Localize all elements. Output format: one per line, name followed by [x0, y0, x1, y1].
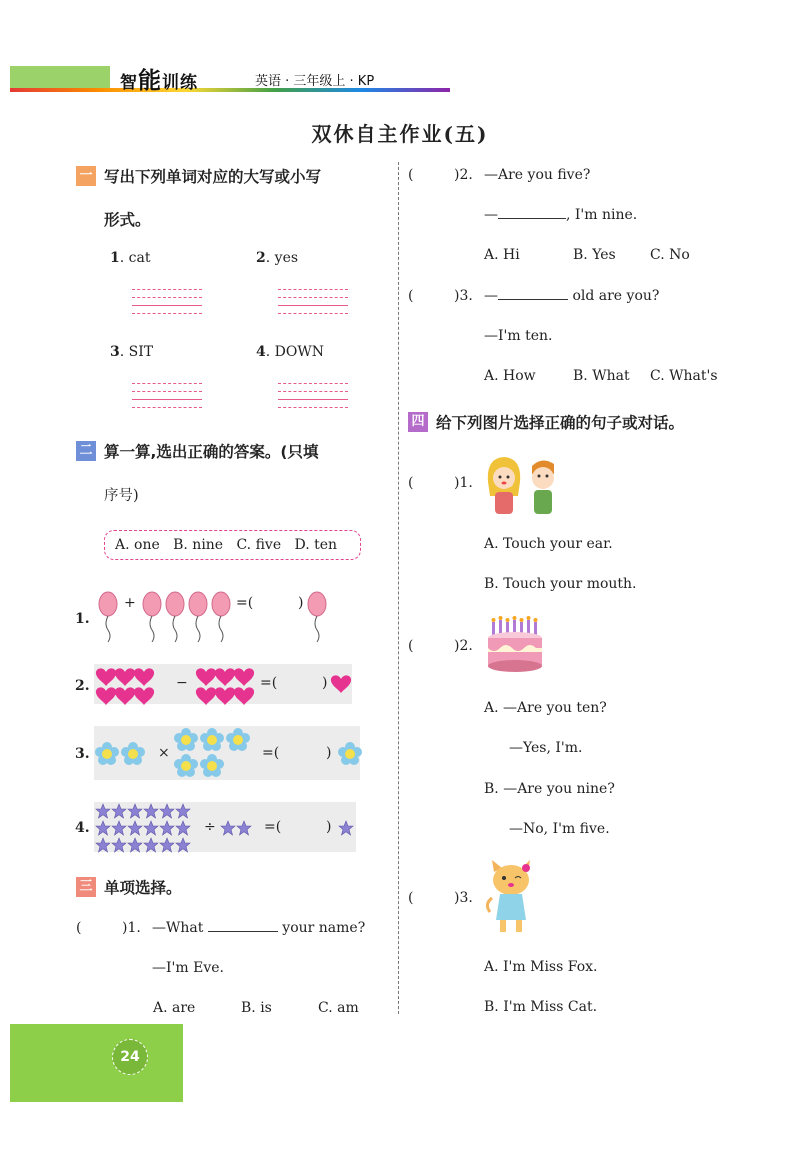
s4-q3-opt-b: B. I'm Miss Cat. — [484, 999, 598, 1015]
s2-eq-4: =( — [264, 819, 282, 835]
header-green-bar — [10, 66, 110, 88]
s2-op-2: − — [176, 675, 188, 691]
section-2-badge: 二 — [76, 441, 96, 461]
s1-write-lines-4[interactable] — [278, 376, 348, 408]
s3-q3-reply: —I'm ten. — [484, 328, 553, 344]
s3-q2-reply: — , I'm nine. — [484, 207, 638, 223]
s3-q2-opt-c: C. No — [650, 247, 690, 263]
s4-q2-answer-paren[interactable]: ( — [408, 638, 414, 654]
s3-q1-stem: —What your name? — [152, 920, 366, 936]
page-number: 24 — [112, 1039, 148, 1075]
s2-close-2: ) — [322, 675, 328, 691]
s4-q3-opt-a: A. I'm Miss Fox. — [484, 959, 598, 975]
s4-q3-answer-paren[interactable]: ( — [408, 890, 414, 906]
s4-q1-opt-b: B. Touch your mouth. — [484, 576, 637, 592]
heart-puzzle — [94, 664, 354, 706]
s2-puzzle-3-number: 3. — [75, 746, 90, 762]
s2-puzzle-1-number: 1. — [75, 611, 90, 627]
cat-girl-picture — [482, 858, 538, 934]
s3-q3-opt-b: B. What — [573, 368, 630, 384]
book-subtitle: 英语 · 三年级上 · KP — [255, 74, 375, 89]
star-puzzle — [94, 802, 358, 854]
s3-q2-opt-a: A. Hi — [484, 247, 520, 263]
s1-item-4: 4. DOWN — [256, 344, 324, 360]
s2-eq-3: =( — [262, 745, 280, 761]
kids-touching-face-picture — [482, 452, 568, 516]
s2-puzzle-4-number: 4. — [75, 820, 90, 836]
s3-q3-stem: — old are you? — [484, 288, 660, 304]
s3-q2-number: )2. — [454, 167, 473, 183]
s4-q2-opt-b-line1: B. —Are you nine? — [484, 781, 615, 797]
s3-q1-opt-a: A. are — [153, 1000, 196, 1016]
s4-q1-number: )1. — [454, 475, 473, 491]
section-4-heading: 四 给下列图片选择正确的句子或对话。 — [408, 411, 684, 433]
s1-item-3: 3. SIT — [110, 344, 154, 360]
header-rainbow-line — [10, 88, 450, 92]
s2-op-1: + — [124, 595, 136, 611]
s3-q2-answer-paren[interactable]: ( — [408, 167, 414, 183]
section-2-heading-cont: 序号) — [104, 488, 139, 504]
s4-q2-number: )2. — [454, 638, 473, 654]
s2-puzzle-2-number: 2. — [75, 678, 90, 694]
s3-q1-opt-c: C. am — [318, 1000, 359, 1016]
s4-q2-opt-a-line1: A. —Are you ten? — [484, 700, 607, 716]
s3-q3-number: )3. — [454, 288, 473, 304]
s2-op-4: ÷ — [204, 819, 216, 835]
section-2-heading: 二 算一算,选出正确的答案。(只填 — [76, 440, 318, 462]
birthday-cake-picture — [484, 616, 546, 676]
flower-puzzle — [94, 726, 364, 782]
s1-item-1: 1. cat — [110, 250, 151, 266]
s3-q3-opt-a: A. How — [484, 368, 536, 384]
section-4-badge: 四 — [408, 412, 428, 432]
s3-q2-opt-b: B. Yes — [573, 247, 616, 263]
s2-eq-2: =( — [260, 675, 278, 691]
s4-q1-answer-paren[interactable]: ( — [408, 475, 414, 491]
s1-write-lines-3[interactable] — [132, 376, 202, 408]
section-1-heading-cont: 形式。 — [104, 211, 151, 229]
s3-q1-opt-b: B. is — [241, 1000, 272, 1016]
s1-write-lines-1[interactable] — [132, 282, 202, 314]
page-title: 双休自主作业(五) — [311, 122, 489, 146]
s3-q3-answer-paren[interactable]: ( — [408, 288, 414, 304]
section-3-badge: 三 — [76, 877, 96, 897]
s3-q1-reply: —I'm Eve. — [152, 960, 224, 976]
s2-eq-1: =( — [236, 595, 254, 611]
s1-item-2: 2. yes — [256, 250, 299, 266]
s1-write-lines-2[interactable] — [278, 282, 348, 314]
brand-logo: 智能训练 — [120, 68, 198, 94]
s4-q3-number: )3. — [454, 890, 473, 906]
s2-options-box: A. one B. nine C. five D. ten — [104, 530, 361, 560]
s2-close-3: ) — [326, 745, 332, 761]
s3-q2-stem: —Are you five? — [484, 167, 591, 183]
s3-q3-opt-c: C. What's — [650, 368, 718, 384]
section-3-heading: 三 单项选择。 — [76, 876, 182, 898]
s2-close-4: ) — [326, 819, 332, 835]
section-1-badge: 一 — [76, 166, 96, 186]
s3-q1-number: )1. — [122, 920, 141, 936]
column-divider — [398, 162, 399, 1014]
s3-q1-answer-paren[interactable]: ( — [76, 920, 82, 936]
s4-q2-opt-b-line2: —No, I'm five. — [509, 821, 610, 837]
s4-q1-opt-a: A. Touch your ear. — [484, 536, 613, 552]
s4-q2-opt-a-line2: —Yes, I'm. — [509, 740, 583, 756]
s2-close-1: ) — [298, 595, 304, 611]
s2-op-3: × — [158, 745, 170, 761]
section-1-heading: 一 写出下列单词对应的大写或小写 — [76, 165, 321, 187]
footer-green-block — [10, 1024, 183, 1102]
